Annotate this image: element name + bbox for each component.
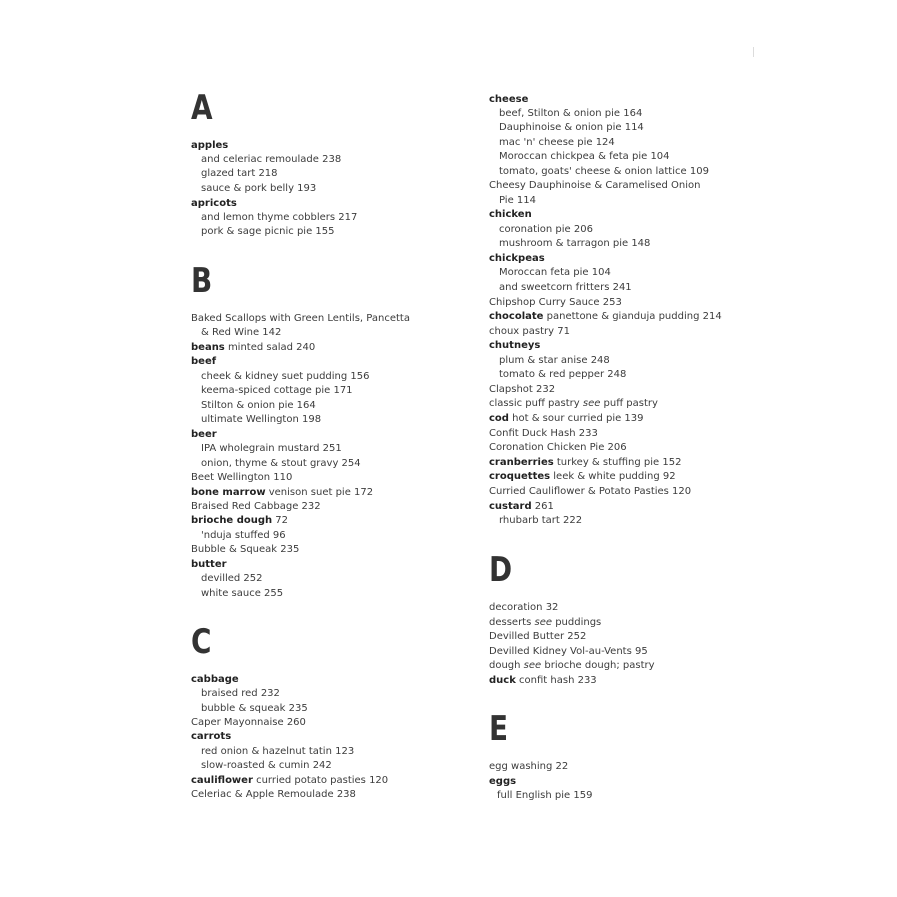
index-entry: Coronation Chicken Pie 206 (489, 442, 627, 453)
index-subentry: glazed tart 218 (201, 168, 278, 179)
index-subentry: cheek & kidney suet pudding 156 (201, 371, 370, 382)
index-subentry: tomato, goats' cheese & onion lattice 109 (499, 166, 709, 177)
index-subentry: braised red 232 (201, 688, 280, 699)
index-heading: beer (191, 429, 217, 440)
index-heading: croquettes leek & white pudding 92 (489, 471, 676, 482)
index-subentry: onion, thyme & stout gravy 254 (201, 458, 361, 469)
index-subentry: full English pie 159 (497, 790, 593, 801)
index-subentry: devilled 252 (201, 573, 263, 584)
index-cross-reference: desserts see puddings (489, 617, 602, 628)
index-entry: Cheesy Dauphinoise & Caramelised Onion (489, 180, 701, 191)
index-heading: apricots (191, 198, 237, 209)
index-entry: Baked Scallops with Green Lentils, Pancetta (191, 313, 410, 324)
index-heading: beef (191, 356, 217, 367)
index-subentry: white sauce 255 (201, 588, 284, 599)
index-cross-reference: dough see brioche dough; pastry (489, 660, 655, 671)
index-subentry: tomato & red pepper 248 (499, 369, 627, 380)
index-cross-reference: classic puff pastry see puff pastry (489, 398, 658, 409)
index-subentry: mushroom & tarragon pie 148 (499, 238, 651, 249)
index-entry: Beet Wellington 110 (191, 472, 293, 483)
section-letter-c: C (191, 622, 212, 662)
index-subentry: red onion & hazelnut tatin 123 (201, 746, 355, 757)
index-subentry: slow-roasted & cumin 242 (201, 760, 332, 771)
section-letter-a: A (191, 88, 213, 128)
index-entry: decoration 32 (489, 602, 559, 613)
index-heading: beans minted salad 240 (191, 342, 316, 353)
page-edge-mark (753, 47, 754, 57)
index-heading: chicken (489, 209, 532, 220)
index-subentry: and lemon thyme cobblers 217 (201, 212, 358, 223)
section-letter-b: B (191, 261, 213, 301)
index-subentry: Moroccan feta pie 104 (499, 267, 611, 278)
index-subentry: coronation pie 206 (499, 224, 593, 235)
index-entry-continued: & Red Wine 142 (201, 327, 282, 338)
index-subentry: and celeriac remoulade 238 (201, 154, 342, 165)
index-heading: apples (191, 140, 229, 151)
section-letter-d: D (489, 550, 513, 590)
index-entry: Celeriac & Apple Remoulade 238 (191, 789, 356, 800)
index-heading: brioche dough 72 (191, 515, 289, 526)
index-heading: custard 261 (489, 501, 554, 512)
section-letter-e: E (489, 709, 509, 749)
index-subentry: bubble & squeak 235 (201, 703, 308, 714)
index-subentry: Moroccan chickpea & feta pie 104 (499, 151, 670, 162)
index-subentry: pork & sage picnic pie 155 (201, 226, 335, 237)
index-subentry: rhubarb tart 222 (499, 515, 583, 526)
index-entry: Devilled Kidney Vol-au-Vents 95 (489, 646, 648, 657)
index-entry: egg washing 22 (489, 761, 569, 772)
index-entry: Chipshop Curry Sauce 253 (489, 297, 622, 308)
index-entry: Braised Red Cabbage 232 (191, 501, 321, 512)
index-subentry: mac 'n' cheese pie 124 (499, 137, 615, 148)
index-entry: Clapshot 232 (489, 384, 556, 395)
index-heading: chutneys (489, 340, 541, 351)
index-entry: Curried Cauliflower & Potato Pasties 120 (489, 486, 692, 497)
index-subentry: IPA wholegrain mustard 251 (201, 443, 342, 454)
index-heading: bone marrow venison suet pie 172 (191, 487, 374, 498)
index-entry-continued: Pie 114 (499, 195, 537, 206)
index-heading: cauliflower curried potato pasties 120 (191, 775, 389, 786)
index-subentry: and sweetcorn fritters 241 (499, 282, 632, 293)
index-heading: duck confit hash 233 (489, 675, 597, 686)
index-entry: Bubble & Squeak 235 (191, 544, 300, 555)
index-subentry: Dauphinoise & onion pie 114 (499, 122, 644, 133)
index-subentry: beef, Stilton & onion pie 164 (499, 108, 643, 119)
index-heading: cheese (489, 94, 529, 105)
index-heading: cranberries turkey & stuffing pie 152 (489, 457, 682, 468)
index-heading: chickpeas (489, 253, 545, 264)
index-heading: carrots (191, 731, 232, 742)
index-heading: butter (191, 559, 227, 570)
index-subentry: ultimate Wellington 198 (201, 414, 322, 425)
index-subentry: keema-spiced cottage pie 171 (201, 385, 353, 396)
index-heading: cod hot & sour curried pie 139 (489, 413, 644, 424)
index-heading: eggs (489, 776, 517, 787)
index-entry: Devilled Butter 252 (489, 631, 587, 642)
index-subentry: plum & star anise 248 (499, 355, 610, 366)
index-subentry: sauce & pork belly 193 (201, 183, 317, 194)
index-heading: cabbage (191, 674, 239, 685)
index-subentry: 'nduja stuffed 96 (201, 530, 286, 541)
index-entry: choux pastry 71 (489, 326, 570, 337)
index-entry: Confit Duck Hash 233 (489, 428, 598, 439)
index-entry: Caper Mayonnaise 260 (191, 717, 306, 728)
index-subentry: Stilton & onion pie 164 (201, 400, 316, 411)
index-heading: chocolate panettone & gianduja pudding 214 (489, 311, 722, 322)
